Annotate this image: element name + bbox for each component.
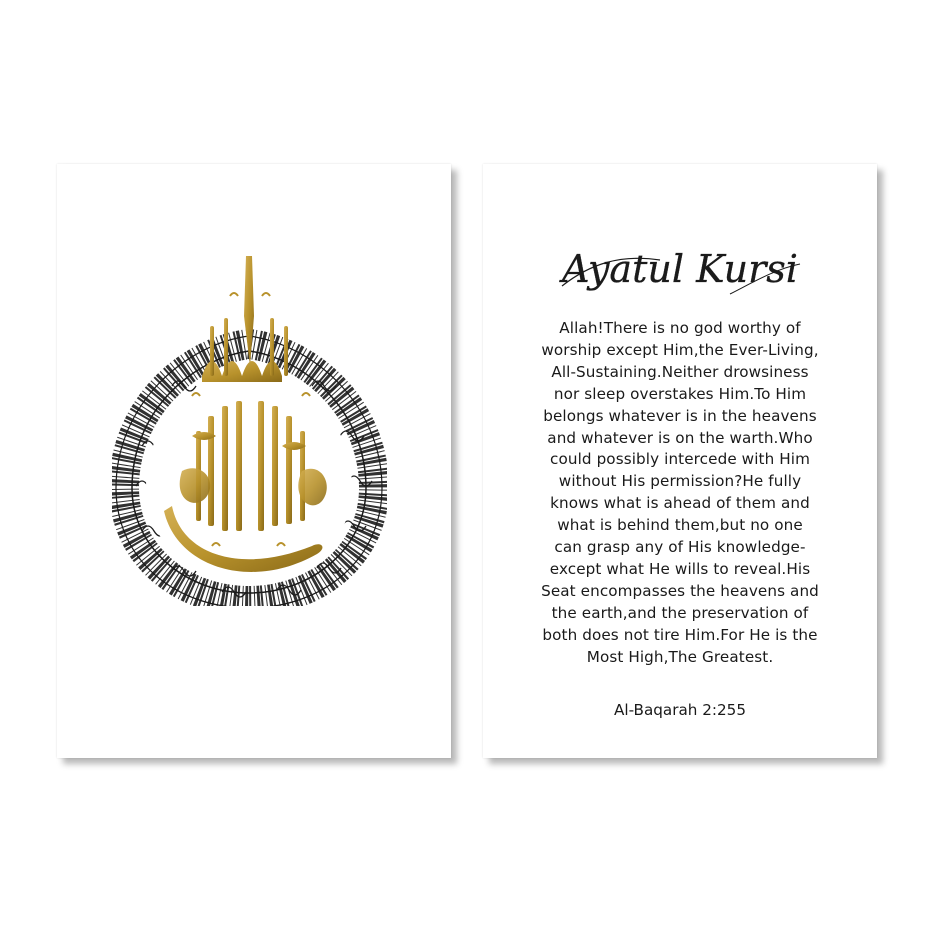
script-title-lettering [550, 224, 810, 314]
verse-translation-text: Allah!There is no god worthy of worship except Him,the Ever-Living, All-Sustaining.Neither drowsiness nor sleep overstakes Him.To Him belongs whatever is in the heavens and whatever is on the warth.Who could possibly intercede with Him without His permission?He fully knows what is ahead of them and what is behind them,but no one can grasp any of His knowledge- except what He wills to reveal.His Seat encompasses the heavens and the earth,and the preservation of both does not tire Him.For He is the Most High,The Greatest. [541, 319, 819, 666]
script-title-ayatul-kursi [483, 224, 877, 314]
teardrop-calligraphy-graphic [112, 256, 387, 606]
ayatul-kursi-calligraphy-artwork [112, 256, 387, 606]
surah-reference: Al-Baqarah 2:255 [614, 701, 746, 719]
calligraphy-canvas-panel [57, 164, 451, 758]
svg-text:Ayatul Kursi: Ayatul Kursi [562, 247, 798, 291]
text-canvas-panel [483, 164, 877, 758]
